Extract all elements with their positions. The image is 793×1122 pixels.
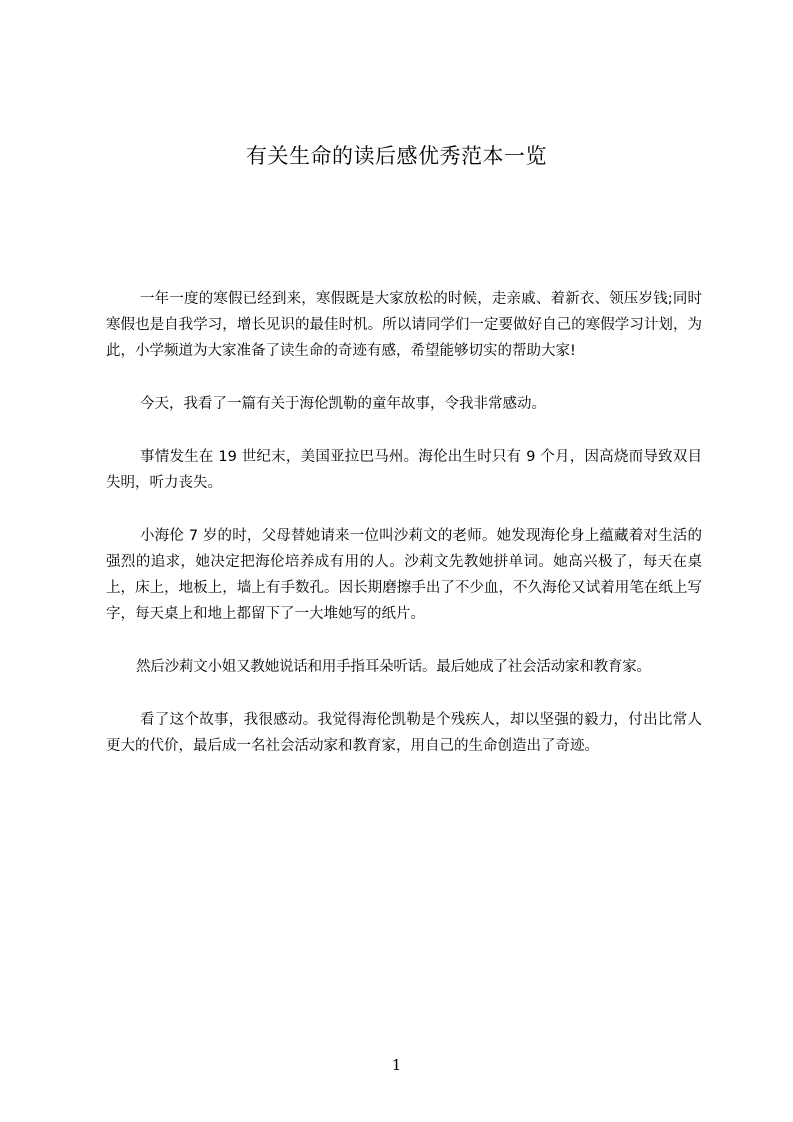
- paragraph-today: 今天，我看了一篇有关于海伦凯勒的童年故事，令我非常感动。: [140, 396, 546, 412]
- paragraph-reflection: 看了这个故事，我很感动。我觉得海伦凯勒是个残疾人，却以坚强的毅力，付出比常人更大的代价，最后成一名社会活动家和教育家，用自己的生命创造出了奇迹。: [106, 712, 702, 754]
- paragraph-background: 事情发生在 19 世纪末，美国亚拉巴马州。海伦出生时只有 9 个月，因高烧而导致双目失明，听力丧失。: [106, 449, 702, 491]
- paragraph-teacher: 小海伦 7 岁的时，父母替她请来一位叫沙莉文的老师。她发现海伦身上蕴藏着对生活的强烈的追求，她决定把海伦培养成有用的人。沙莉文先教她拼单词。她高兴极了，每天在桌上，床上，地板上，墙上有手数孔。因长期磨擦手出了不少血，不久海伦又试着用笔在纸上写字，每天桌上和地上都留下了一大堆她写的纸片。: [106, 528, 702, 622]
- document-title: 有关生命的读后感优秀范本一览: [246, 144, 547, 168]
- paragraph-intro: 一年一度的寒假已经到来，寒假既是大家放松的时候，走亲戚、着新衣、领压岁钱;同时寒假也是自我学习，增长见识的最佳时机。所以请同学们一定要做好自己的寒假学习计划，为此，小学频道为大家准备了读生命的奇迹有感，希望能够切实的帮助大家!: [106, 291, 702, 359]
- document-body: [106, 286, 702, 786]
- page-number: 1: [391, 1056, 402, 1074]
- paragraph-outcome: 然后沙莉文小姐又教她说话和用手指耳朵听话。最后她成了社会活动家和教育家。: [136, 659, 651, 675]
